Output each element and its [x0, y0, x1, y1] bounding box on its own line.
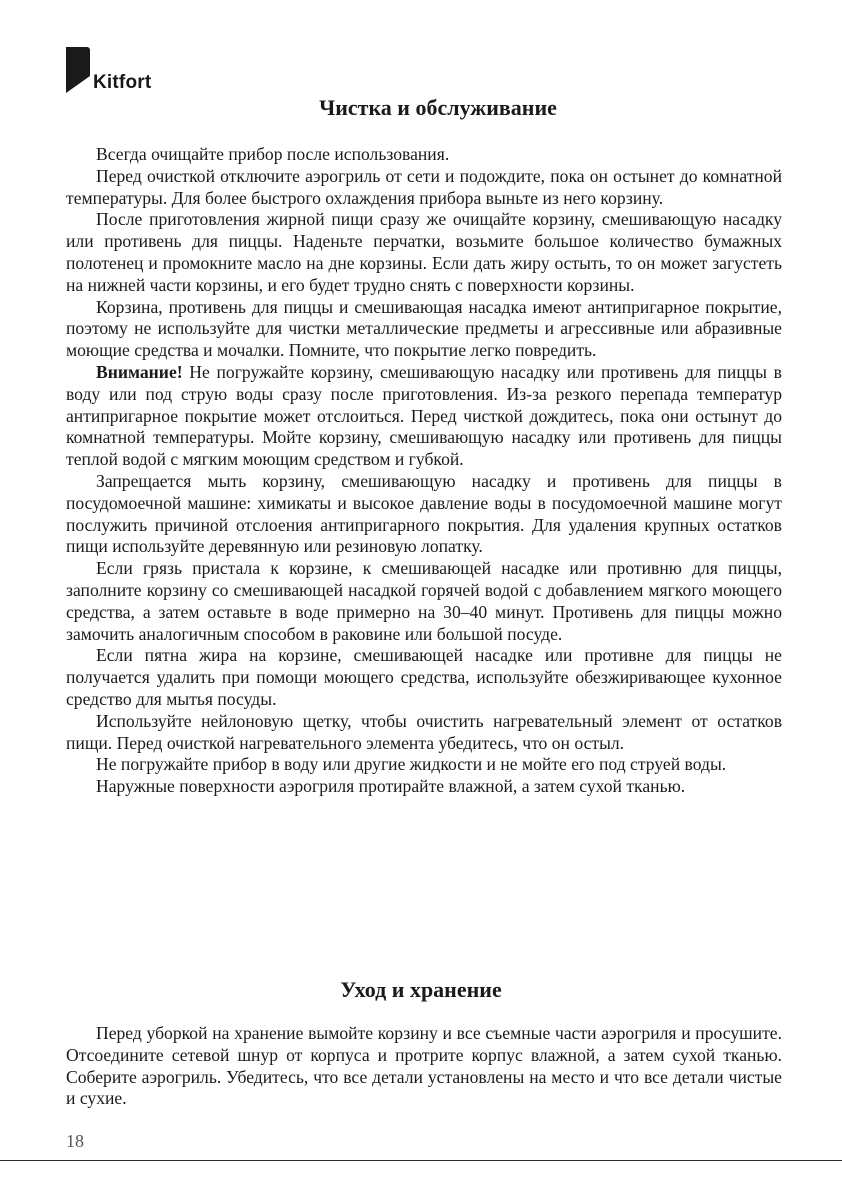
paragraph: Всегда очищайте прибор после использования.: [96, 144, 450, 164]
paragraph: Используйте нейлоновую щетку, чтобы очистить нагревательный элемент от остатков пищи. Перед очисткой нагревательного элемента убедитесь, что он остыл.: [66, 710, 782, 753]
brand-name: Kitfort: [93, 72, 152, 93]
bottom-divider: [0, 1160, 842, 1161]
paragraph: Наружные поверхности аэрогриля протирайте влажной, а затем сухой тканью.: [96, 776, 686, 797]
warning-label: Внимание!: [96, 361, 183, 382]
paragraph: Если грязь пристала к корзине, к смешивающей насадке или противню для пиццы, заполните корзину со смешивающей насадкой горячей водой с добавлением мягкого моющего средства, а затем оставьте в воде примерно на 30–40 минут. Противень для пиццы можно замочить аналогичным способом в раковине или большой посуде.: [66, 558, 782, 644]
paragraph: Если пятна жира на корзине, смешивающей насадке или противне для пиццы не получается удалить при помощи моющего средства, используйте обезжиривающее кухонное средство для мытья посуды.: [66, 645, 782, 709]
kitfort-logo-icon: [66, 47, 90, 93]
warning-text: Не погружайте корзину, смешивающую насадку или противень для пиццы в воду или под струю воды сразу после приготовления. Из-за резкого перепада температур антипригарное покрытие может отслоиться. Перед чисткой дождитесь, пока они остынут до комнатной температуры. Мойте корзину, смешивающую насадку или противень для пиццы теплой водой с мягким моющим средством и губкой.: [66, 361, 782, 470]
paragraph: Запрещается мыть корзину, смешивающую насадку и противень для пиццы в посудомоечной машине: химикаты и высокое давление воды в посудомоечной машине могут послужить причиной отслоения антипригарного покрытия. Для удаления крупных остатков пищи используйте деревянную или резиновую лопатку.: [66, 470, 782, 557]
warning-paragraph: [66, 362, 782, 471]
cleaning-section-body: [66, 144, 782, 798]
section-title-cleaning: Чистка и обслуживание: [319, 95, 557, 120]
section-title-storage: Уход и хранение: [340, 977, 502, 1002]
paragraph: После приготовления жирной пищи сразу же очищайте корзину, смешивающую насадку или противень для пиццы. Наденьте перчатки, возьмите большое количество бумажных полотенец и промокните масло на дне корзины. Если дать жиру остыть, то он может загустеть на нижней части корзины, и его будет трудно снять с поверхности корзины.: [66, 209, 782, 295]
paragraph: Не погружайте прибор в воду или другие жидкости и не мойте его под струей воды.: [96, 754, 727, 775]
storage-section-body: [66, 1023, 782, 1110]
paragraph: Перед очисткой отключите аэрогриль от сети и подождите, пока он остынет до комнатной температуры. Для более быстрого охлаждения прибора выньте из него корзину.: [66, 165, 782, 208]
page-number: 18: [66, 1131, 84, 1151]
paragraph: Перед уборкой на хранение вымойте корзину и все съемные части аэрогриля и просушите. Отсоедините сетевой шнур от корпуса и протрите корпус влажной, а затем сухой тканью. Соберите аэрогриль. Убедитесь, что все детали установлены на место и что все детали чистые и сухие.: [66, 1023, 782, 1109]
brand-logo: [66, 47, 151, 93]
paragraph: Корзина, противень для пиццы и смешивающая насадка имеют антипригарное покрытие, поэтому не используйте для чистки металлические предметы и агрессивные или абразивные моющие средства и мочалки. Помните, что покрытие легко повредить.: [66, 296, 782, 361]
